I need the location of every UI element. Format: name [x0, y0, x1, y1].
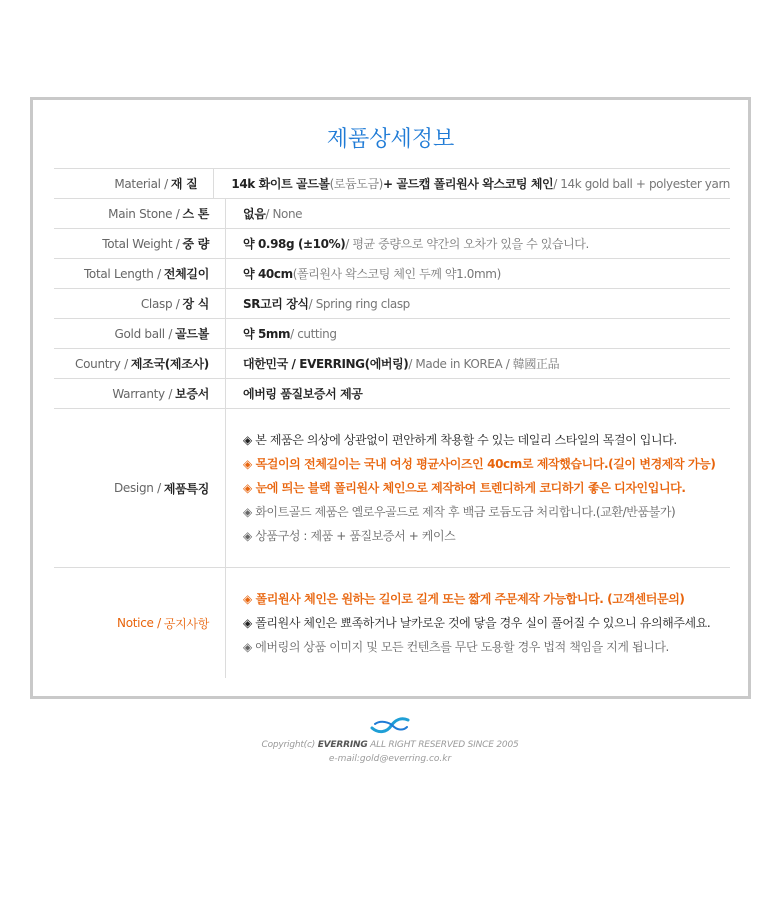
product-detail-panel [30, 97, 751, 699]
copyright-text: Copyright(c) EVERRING ALL RIGHT RESERVED SINCE 2005 [261, 740, 519, 750]
notice-line-highlight: ◈ 폴리원사 체인은 원하는 길이로 길게 또는 짧게 주문제작 가능합니다. (고객센터문의) [243, 592, 685, 606]
design-features [226, 409, 730, 567]
design-line-highlight: ◈ 목걸이의 전체길이는 국내 여성 평균사이즈인 40cm로 제작했습니다.(길이 변경제작 가능) [243, 457, 716, 471]
spec-label: Design / 제품특징 [54, 409, 226, 567]
spec-row-total-length [54, 259, 730, 289]
spec-label: Gold ball / 골드볼 [54, 319, 226, 348]
spec-value: 에버링 품질보증서 제공 [243, 387, 363, 401]
page-title: 제품상세정보 [326, 127, 455, 152]
spec-row-country [54, 349, 730, 379]
design-line: ◈ 본 제품은 의상에 상관없이 편안하게 착용할 수 있는 데일리 스타일의 목걸이 입니다. [243, 433, 677, 447]
spec-label: Clasp / 장 식 [54, 289, 226, 318]
spec-row-clasp [54, 289, 730, 319]
spec-label: Notice / 공지사항 [54, 568, 226, 678]
spec-value: 약 0.98g (±10%) / 평균 중량으로 약간의 오차가 있을 수 있습니다. [243, 237, 589, 251]
email-text: e-mail:gold@everring.co.kr [328, 754, 452, 764]
notice-line: ◈ 에버링의 상품 이미지 및 모든 컨텐츠를 무단 도용할 경우 법적 책임을 지게 됩니다. [243, 640, 669, 654]
design-line: ◈ 상품구성 : 제품 + 품질보증서 + 케이스 [243, 529, 456, 543]
spec-value: SR고리 장식 / Spring ring clasp [243, 296, 410, 311]
spec-row-gold-ball [54, 319, 730, 349]
spec-label: Warranty / 보증서 [54, 379, 226, 408]
spec-label: Main Stone / 스 톤 [54, 199, 226, 228]
spec-value: 14k 화이트 골드볼 (로듐도금) + 골드캡 폴리원사 왁스코팅 체인 / 14k gold ball + polyester yarn [231, 176, 730, 191]
spec-label: Material / 재 질 [54, 169, 214, 198]
spec-value: 없음 / None [243, 206, 303, 221]
spec-value: 대한민국 / EVERRING(에버링) / Made in KOREA / 韓國正品 [243, 357, 560, 371]
notice-line: ◈ 폴리원사 체인은 뾰족하거나 날카로운 것에 닿을 경우 실이 풀어질 수 있으니 유의해주세요. [243, 616, 711, 630]
spec-row-main-stone [54, 199, 730, 229]
spec-label: Country / 제조국(제조사) [54, 349, 226, 378]
design-line-highlight: ◈ 눈에 띄는 블랙 폴리원사 체인으로 제작하여 트렌디하게 코디하기 좋은 디자인입니다. [243, 481, 686, 495]
spec-row-design [54, 409, 730, 568]
spec-row-total-weight [54, 229, 730, 259]
spec-row-warranty [54, 379, 730, 409]
spec-value: 약 40cm (폴리원사 왁스코팅 체인 두께 약1.0mm) [243, 267, 501, 281]
design-line: ◈ 화이트골드 제품은 옐로우골드로 제작 후 백금 로듐도금 처리합니다.(교환/반품불가) [243, 505, 676, 519]
brand-name: EVERRING [317, 740, 368, 750]
spec-table [54, 168, 730, 678]
spec-label: Total Length / 전체길이 [54, 259, 226, 288]
everring-logo-icon [369, 714, 411, 736]
spec-row-material [54, 169, 730, 199]
notice-lines [226, 568, 730, 678]
spec-label: Total Weight / 중 량 [54, 229, 226, 258]
spec-row-notice [54, 568, 730, 678]
spec-value: 약 5mm / cutting [243, 326, 337, 341]
